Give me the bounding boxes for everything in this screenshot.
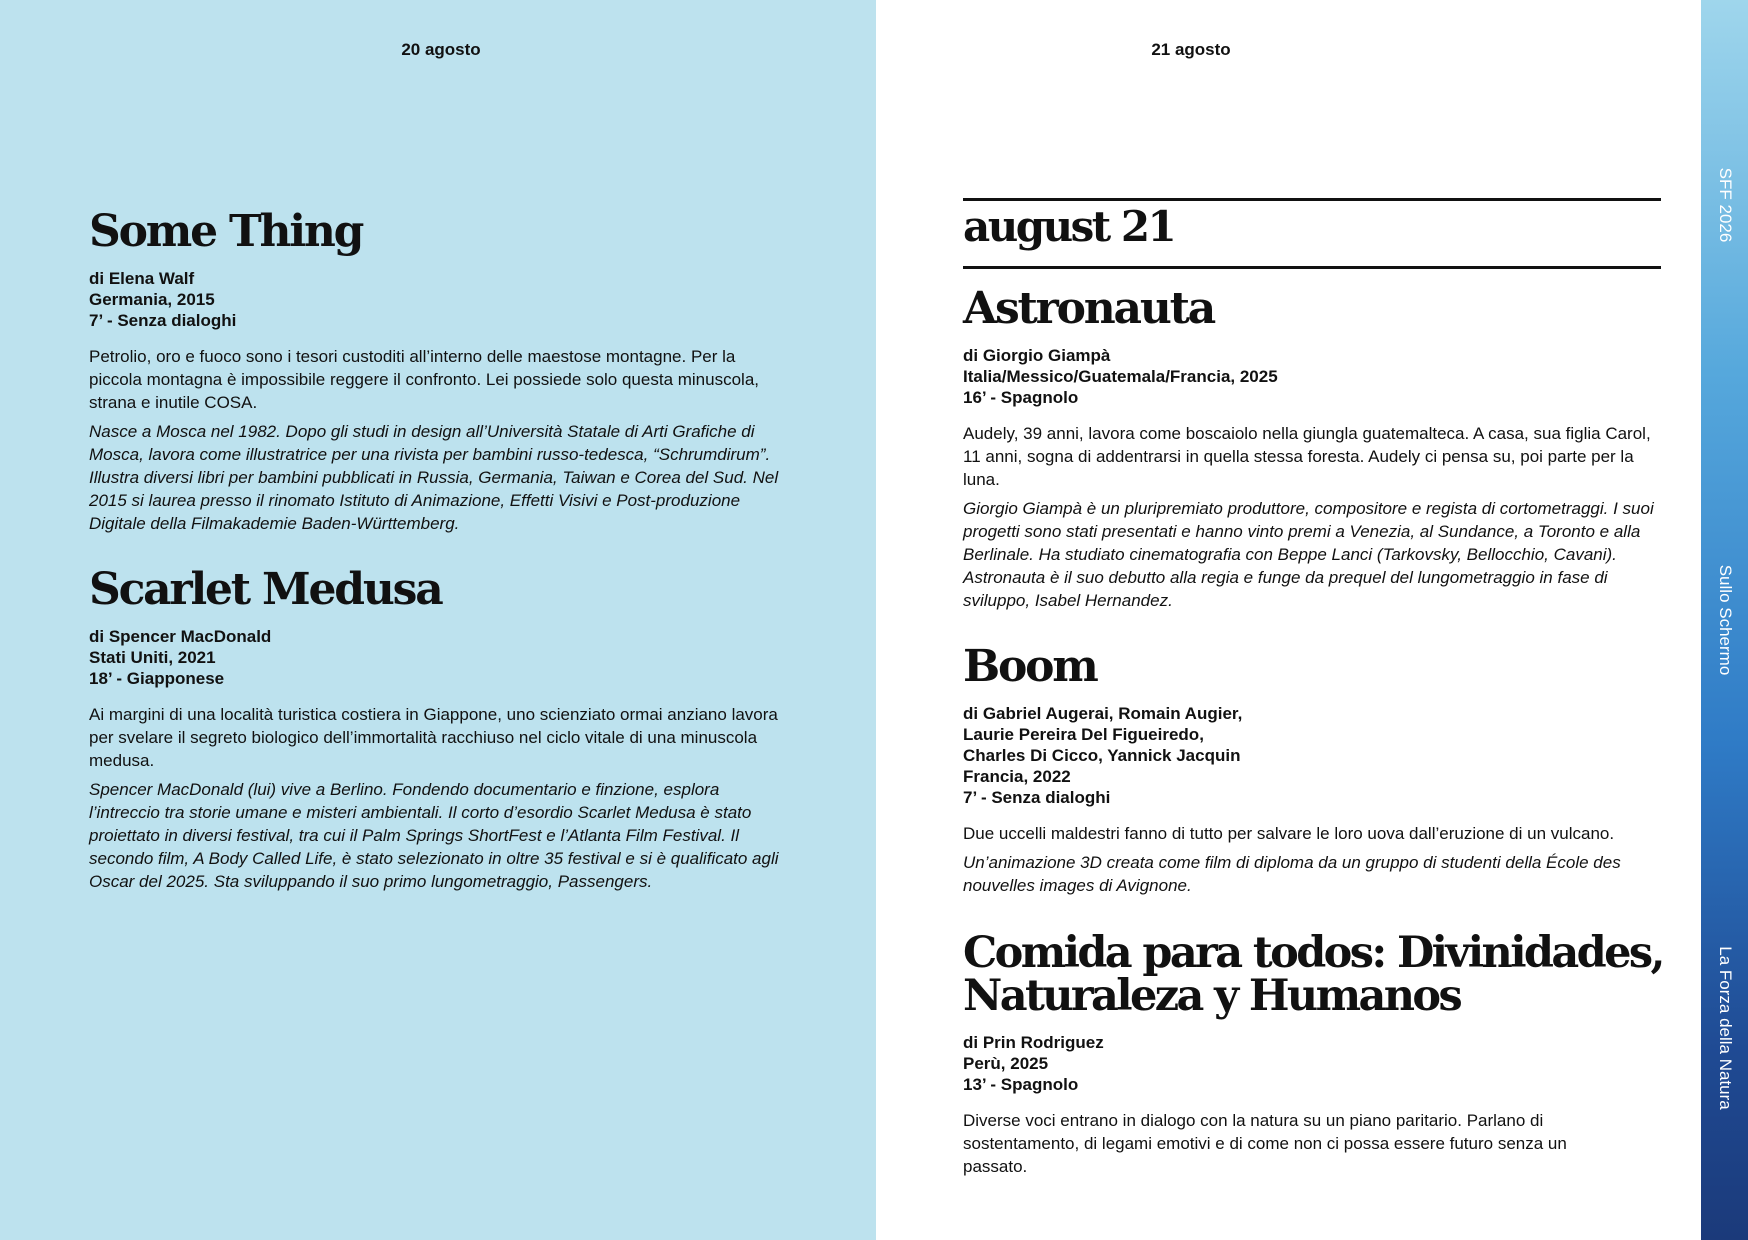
film-title: Astronauta [963, 283, 1215, 334]
director-line: Laurie Pereira Del Figueiredo, [963, 725, 1204, 744]
film-credits [963, 1032, 1673, 1095]
country-year-line: Germania, 2015 [89, 290, 215, 309]
film-credits [89, 626, 789, 689]
film-credits [89, 268, 789, 331]
side-label-festival: SFF 2026 [1715, 167, 1735, 243]
side-label-section: Sullo Schermo [1715, 564, 1735, 676]
film-entry [963, 283, 1663, 612]
director-line: di Prin Rodriguez [963, 1033, 1104, 1052]
director-line: Charles Di Cicco, Yannick Jacquin [963, 746, 1241, 765]
director-bio: Spencer MacDonald (lui) vive a Berlino. Fondendo documentario e finzione, esplora l’intreccio tra storie umane e misteri ambientali. Il corto d’esordio Scarlet Medusa è stato proiettato in diversi festival, tra cui il Palm Springs ShortFest e l’Atlanta Film Festival. Il secondo film, A Body Called Life, è stato selezionato in oltre 35 festival e si è qualificato agli Oscar del 2025. Sta sviluppando il suo primo lungometraggio, Passengers. [89, 780, 779, 891]
duration-language-line: 7’ - Senza dialoghi [963, 788, 1111, 807]
film-credits [963, 345, 1663, 408]
date-header: 20 agosto [401, 40, 481, 59]
film-entry [963, 641, 1663, 897]
date-header: 21 agosto [1151, 40, 1231, 59]
director-line: di Gabriel Augerai, Romain Augier, [963, 704, 1243, 723]
side-strip [1701, 0, 1748, 1240]
film-synopsis: Diverse voci entrano in dialogo con la natura su un piano paritario. Parlano di sostentamento, di legami emotivi e di come non ci possa essere futuro senza un passato. [963, 1111, 1567, 1176]
duration-language-line: 18’ - Giapponese [89, 669, 225, 688]
film-title: Some Thing [89, 206, 363, 257]
film-synopsis: Petrolio, oro e fuoco sono i tesori custoditi all’interno delle maestose montagne. Per la piccola montagna è impossibile reggere il confronto. Lei possiede solo questa minuscola, strana e inutile COSA. [89, 347, 759, 412]
country-year-line: Perù, 2025 [963, 1054, 1049, 1073]
director-bio: Giorgio Giampà è un pluripremiato produttore, compositore e regista di cortometraggi. I suoi progetti sono stati presentati e hanno vinto premi a Venezia, al Sundance, a Toronto e alla Berlinale. Ha studiato cinematografia con Beppe Lanci (Tarkovsky, Bellocchio, Cavani). Astronauta è il suo debutto alla regia e funge da prequel del lungometraggio in fase di sviluppo, Isabel Hernandez. [963, 499, 1654, 610]
bottom-rule [963, 266, 1661, 269]
director-line: di Elena Walf [89, 269, 195, 288]
film-synopsis: Ai margini di una località turistica costiera in Giappone, uno scienziato ormai anziano lavora per svelare il segreto biologico dell’immortalità racchiuso nel ciclo vitale di una minuscola medusa. [89, 705, 778, 770]
film-title: Comida para todos: Divinidades, Naturaleza y Humanos [963, 928, 1663, 1021]
film-entry [89, 564, 789, 893]
duration-language-line: 7’ - Senza dialoghi [89, 311, 237, 330]
director-bio: Un’animazione 3D creata come film di diploma da un gruppo di studenti della École des nouvelles images di Avignone. [963, 853, 1621, 895]
film-synopsis: Audely, 39 anni, lavora come boscaiolo nella giungla guatemalteca. A casa, sua figlia Carol, 11 anni, sogna di addentrarsi in quella stessa foresta. Audely ci pensa su, poi parte per la luna. [963, 424, 1651, 489]
country-year-line: Italia/Messico/Guatemala/Francia, 2025 [963, 367, 1278, 386]
director-line: di Spencer MacDonald [89, 627, 272, 646]
side-label-theme: La Forza della Natura [1715, 946, 1735, 1110]
day-heading: august 21 [963, 202, 1175, 251]
country-year-line: Francia, 2022 [963, 767, 1071, 786]
film-title: Boom [963, 641, 1097, 692]
duration-language-line: 13’ - Spagnolo [963, 1075, 1079, 1094]
country-year-line: Stati Uniti, 2021 [89, 648, 216, 667]
director-line: di Giorgio Giampà [963, 346, 1111, 365]
film-entry [963, 928, 1673, 1178]
film-title: Scarlet Medusa [89, 564, 442, 615]
film-entry [89, 206, 789, 535]
film-synopsis: Due uccelli maldestri fanno di tutto per salvare le loro uova dall’eruzione di un vulcano. [963, 824, 1615, 843]
top-rule [963, 198, 1661, 201]
director-bio: Nasce a Mosca nel 1982. Dopo gli studi in design all’Università Statale di Arti Grafiche di Mosca, lavora come illustratrice per una rivista per bambini russo-tedesca, “Schrumdirum”. Illustra diversi libri per bambini pubblicati in Russia, Germania, Taiwan e Corea del Sud. Nel 2015 si laurea presso il rinomato Istituto di Animazione, Effetti Visivi e Post-produzione Digitale della Filmakademie Baden-Württemberg. [89, 422, 779, 533]
film-credits [963, 703, 1663, 808]
duration-language-line: 16’ - Spagnolo [963, 388, 1079, 407]
